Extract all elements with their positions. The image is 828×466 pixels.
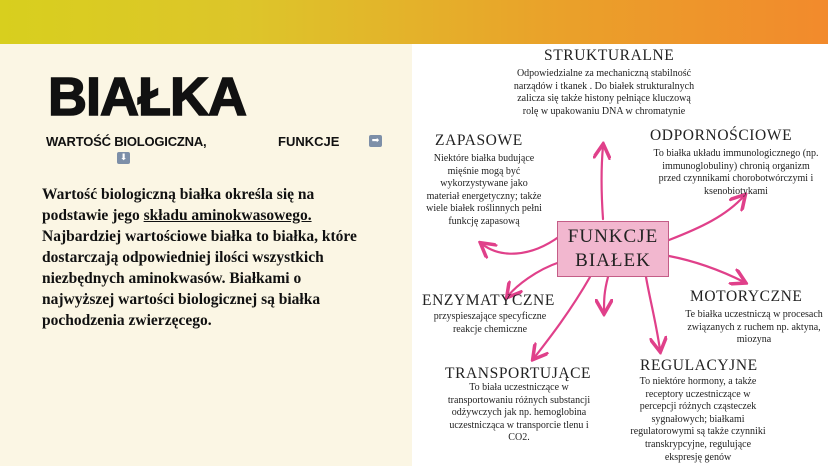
node-title-regulacyjne: REGULACYJNE — [640, 357, 758, 374]
node-title-zapasowe: ZAPASOWE — [435, 132, 523, 149]
arrow-zapasowe — [482, 236, 560, 254]
arrow-down — [604, 277, 608, 312]
arrow-odpornosciowe — [669, 196, 744, 240]
page-title: BIAŁKA — [48, 67, 246, 127]
subheading-functions: FUNKCJE — [278, 134, 340, 149]
arrow-enzymatyczne — [508, 262, 560, 296]
node-title-odpornosciowe: ODPORNOŚCIOWE — [650, 127, 793, 144]
arrow-regulacyjne — [646, 277, 660, 350]
node-text-transportujace: To biała uczestniczące w transportowaniu różnych substancji odżywczych jak np. hemoglobina uczestnicząca w transporcie tlenu i CO2. — [447, 382, 591, 444]
down-arrow-icon: ⬇ — [117, 152, 130, 164]
node-title-transportujace: TRANSPORTUJĄCE — [445, 365, 592, 382]
node-text-enzymatyczne: przyspieszające specyficzne reakcje chemiczne — [433, 311, 547, 335]
paragraph-text-2: Najbardziej wartościowe białka to białka, które dostarczają odpowiedniej ilości wszystkich niezbędnych aminokwasów. Białkami o najwyższej wartości biologicznej są białka pochodzenia zwierzęcego. — [42, 228, 357, 329]
node-title-motoryczne: MOTORYCZNE — [690, 288, 803, 305]
node-text-motoryczne: Te białka uczestniczą w procesach związanych z ruchem np. aktyna, miozyna — [685, 309, 823, 346]
right-arrow-icon: ➡ — [369, 135, 382, 147]
node-title-enzymatyczne: ENZYMATYCZNE — [422, 292, 555, 309]
node-text-zapasowe: Niektóre białka budujące mięśnie mogą być wykorzystywane jako materiał energetyczny; także wiele białek roślinnych pełni funkcję zapasową — [426, 153, 542, 227]
node-text-strukturalne: Odpowiedzialne za mechaniczną stabilność narządów i tkanek . Do białek strukturalnych zalicza się także histony pełniące kluczową rolę w upakowaniu DNA w chromatynie — [513, 68, 695, 117]
amino-acid-composition-link: składu aminokwasowego. — [143, 207, 312, 224]
node-text-regulacyjne: To niektóre hormony, a także receptory uczestniczące w percepcji różnych cząsteczek sygnałowych; białkami regulatorowymi są także czynniki transkrypcyjne, regulujące ekspresję genów — [630, 376, 766, 463]
arrow-motoryczne — [669, 256, 744, 282]
arrow-strukturalne — [602, 146, 604, 219]
node-text-odpornosciowe: To białka układu immunologicznego (np. immunoglobuliny) chronią organizm przed czynnikami chorobotwórczymi i ksenobiotykami — [653, 148, 819, 197]
center-node: FUNKCJE BIAŁEK — [557, 221, 669, 277]
subheading-biological-value: WARTOŚĆ BIOLOGICZNA, — [46, 134, 207, 149]
node-title-strukturalne: STRUKTURALNE — [544, 47, 675, 64]
paragraph-text-1: Wartość biologiczną białka określa się na podstawie jego — [42, 186, 315, 224]
